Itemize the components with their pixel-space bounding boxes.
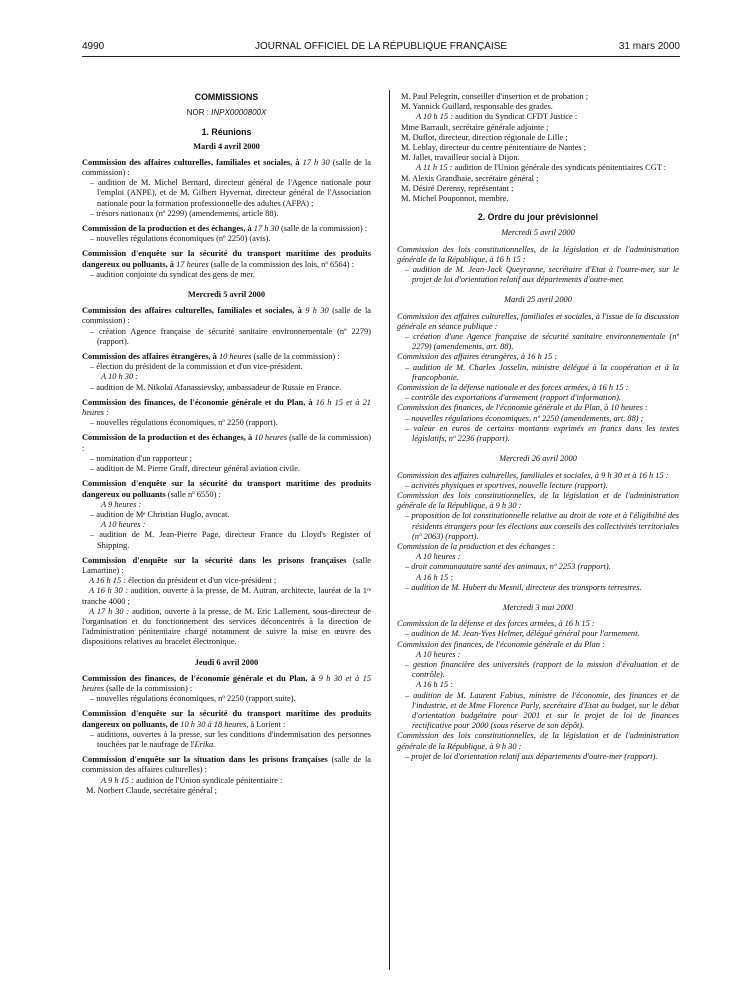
day-heading: Mercredi 5 avril 2000 [501, 228, 575, 238]
agenda-item: – audition de M. Pierre Graff, directeur général aviation civile. [90, 464, 301, 474]
section2-title: 2. Ordre du jour prévisionnel [477, 212, 599, 223]
meeting-block: Commission d'enquête sur la situation dans les prisons françaises (salle de la commission des affaires culturelles) : A 9 h 15 : audition de l'Union syndicale pénitentiaire : M. Norbert Claude, secrétaire général ; [82, 755, 371, 795]
agenda-item: – audition de M. Laurent Fabius, ministre de l'économie, des finances et de l'industrie, et de Mme Florence Parly, secrétaire d'Etat au budget, sur le débat d'orientation budgétaire pour 2001 et sur le projet de loi de finances rectificative pour 2000 (sous réserve de son dépôt). [405, 690, 679, 731]
meeting-block: Commission d'enquête sur la sécurité dans les prisons françaises (salle Lamartine) : A 16 h 15 : élection du président et d'un vice-président ; A 16 h 30 : audition, ouverte à la presse, de M. Autran, architecte, lauréat de la 1ʳᵉ tranche 4000 ; A 17 h 30 : audition, ouverte à la presse, de M. Eric Lallement, sous-directeur de l'organisation et du fonctionnement des services déconcentrés à la direction de l'administration pénitentiaire chargé notamment de suivre la mise en œuvre des dispositions relatives au bracelet électronique. [82, 555, 372, 647]
agenda-block: Commission des lois constitutionnelles, de la législation et de l'administration générale de la République, à 16 h 15 : – audition de M. Jean-Jack Queyranne, secrétaire d'Etat à l'outre-mer, sur le projet de loi d'orientation relatif aux départements d'outre-mer. [397, 244, 679, 285]
meeting-block: Commission d'enquête sur la sécurité du transport maritime des produits dangereux ou polluants, de 10 h 30 à 18 heures, à Lorient : – auditions, ouvertes à la presse, sur les conditions d'indemnisation des personnes touchées par le naufrage de l'Erika. [82, 709, 371, 749]
agenda-item: – audition conjointe du syndicat des gens de mer. [90, 269, 255, 279]
participant: M. Michel Pouponnot, membre. [401, 194, 509, 204]
time-slot: A 10 heures : [101, 520, 146, 530]
agenda-item: – audition de Mᵉ Christian Huglo, avocat. [90, 509, 230, 519]
time-slot: A 10 heures : [416, 649, 461, 659]
agenda-item: – création Agence française de sécurité sanitaire environnementale (nº 2279) (rapport). [90, 326, 371, 346]
agenda-item: – élection du président de la commission et d'un vice-président. [90, 362, 303, 372]
time-slot: A 10 heures : [416, 552, 461, 562]
agenda-item: – nouvelles régulations économiques (nº 2250) (avis). [90, 234, 271, 244]
meeting-block: Commission des affaires culturelles, familiales et sociales, à 9 h 30 (salle de la commission) : – création Agence française de sécurité sanitaire environnementale (nº 2279) (rapport). [82, 306, 372, 346]
agenda-item: – activités physiques et sportives, nouvelle lecture (rapport). [405, 480, 608, 490]
time-slot: A 10 h 30 : [101, 372, 139, 382]
time-slot: A 16 h 15 : [416, 572, 454, 582]
agenda-item: – création d'une Agence française de sécurité sanitaire environnementale (nº 2279) (amendements, art. 88). [405, 332, 679, 352]
agenda-item: – audition de M. Hubert du Mesnil, directeur des transports terrestres. [405, 582, 642, 592]
agenda-item: – gestion financière des universités (rapport de la mission d'évaluation et de contrôle). [405, 659, 679, 680]
nor-reference: NOR : INPX0000800X [186, 108, 267, 118]
agenda-item: – nouvelles régulations économiques, nº 2250 (rapport). [90, 418, 278, 428]
agenda-item: – projet de loi d'orientation relatif aux départements d'outre-mer (rapport). [405, 751, 658, 761]
agenda-item: – audition de M. Nikolaï Afanassievsky, ambassadeur de Russie en France. [90, 382, 342, 392]
meeting-block: Commission des finances, de l'économie générale et du Plan, à 16 h 15 et à 21 heures : – nouvelles régulations économiques, nº 2250 (rapport). [82, 397, 371, 428]
day-heading: Mardi 4 avril 2000 [193, 141, 260, 151]
meeting-block: Commission des affaires culturelles, familiales et sociales, à 17 h 30 (salle de la commission) : – audition de M. Michel Bernard, directeur général de l'Agence nationale pour l'emploi (ANPE), et de M. Gilbert Hyvernat, directeur général de l'Association nationale pour la formation professionnelle des adultes (AFPA) ; – trésors nationaux (nº 2299) (amendements, article 88). [82, 157, 372, 218]
participant: M. Yannick Guillard, responsable des grades. [401, 102, 553, 112]
agenda-block: Commission des affaires culturelles, familiales et sociales, à l'issue de la discussion générale en séance publique : – création d'une Agence française de sécurité sanitaire environnementale (nº 2279) (amendements, art. 88). Commission des affaires étrangères, à 16 h 15 : – audition de M. Charles Josselin, ministre délégué à la coopération et à la francophonie. Commission de la défense nationale et des forces armées, à 16 h 15 : – contrôle des exportations d'armement (rapport d'information). Commission des finances, de l'économie générale et du Plan, à 10 heures : – nouvelles régulations économiques, nº 2250 (amendements, art. 88) ; – valeur en euros de certains montants exprimés en francs dans les textes législatifs, nº 2236 (rapport). [397, 311, 679, 444]
participant: M. Désiré Derensy, représentant ; [401, 183, 514, 193]
meeting-block: Commission des affaires étrangères, à 10 heures (salle de la commission) : – élection du président de la commission et d'un vice-président. A 10 h 30 : – audition de M. Nikolaï Afanassievsky, ambassadeur de Russie en France. [82, 352, 371, 393]
agenda-item: – trésors nationaux (nº 2299) (amendements, article 88). [90, 208, 279, 218]
agenda-item: – valeur en euros de certains montants exprimés en francs dans les textes législatifs, nº 2236 (rapport). [405, 423, 679, 444]
day-heading: Mercredi 5 avril 2000 [187, 290, 266, 300]
participant: Mme Barrault, secrétaire générale adjointe ; [401, 122, 549, 132]
agenda-item: – audition de M. Jean-Pierre Page, directeur France du Lloyd's Register of Shipping. [90, 530, 371, 550]
subsection-title: 1. Réunions [201, 127, 252, 138]
right-column: M. Paul Pelegrin, conseiller d'insertion et de probation ; M. Yannick Guillard, responsable des grades. A 10 h 15 : audition du Syndicat CFDT Justice : Mme Barrault, secrétaire générale adjointe ; M. Duflot, directeur, direction régionale de Lille ; M. Leblay, directeur du centre pénitentiaire de Nantes ; M. Jallet, travailleur social à Dijon. A 11 h 15 : audition de l'Union générale des syndicats pénitentiaires CGT : M. Alexis Grandhaie, secrétaire général ; M. Désiré Derensy, représentant ; M. Michel Pouponnot, membre. 2. Ordre du jour prévisionnel Mercredi 5 avril 2000 Commission des lois constitutionnelles, de la législation et de l'administration générale de la République, à 16 h 15 : – audition de M. Jean-Jack Queyranne, secrétaire d'Etat à l'outre-mer, sur le projet de loi d'orientation relatif aux départements d'outre-mer. Mardi 25 avril 2000 Commission des affaires culturelles, familiales et sociales, à l'issue de la discussion générale en séance publique : – création d'une Agence française de sécurité sanitaire environnementale (nº 2279) (amendements, art. 88). Commission des affaires étrangères, à 16 h 15 : – audition de M. Charles Josselin, ministre délégué à la coopération et à la francophonie. Commission de la défense nationale et des forces armées, à 16 h 15 : – contrôle des exportations d'armement (rapport d'information). Commission des finances, de l'économie générale et du Plan, à 10 heures : – nouvelles régulations économiques, nº 2250 (amendements, art. 88) ; – valeur en euros de certains montants exprimés en francs dans les textes législatifs, nº 2236 (rapport). Mercredi 26 avril 2000 Commission des affaires culturelles, familiales et sociales, à 9 h 30 et à 16 h 15 : – activités physiques et sportives, nouvelle lecture (rapport). Commission des lois constitutionnelles, de la législation et de l'administration générale de la République, à 9 h 30 : – proposition de loi constitutionnelle relative au droit de vote et à l'éligibilité des résidents étrangers pour les élections aux conseils des collectivités territoriales (nº 2063) (rapport). Commission de la production et des échanges : A 10 heures : – droit communautaire santé des animaux, nº 2253 (rapport). A 16 h 15 : – audition de M. Hubert du Mesnil, directeur des transports terrestres. Mercredi 3 mai 2000 Commission de la défense et des forces armées, à 16 h 15 : – audition de M. Jean-Yves Helmer, délégué général pour l'armement. Commission des finances, de l'économie générale et du Plan : A 10 heures : – gestion financière des universités (rapport de la mission d'évaluation et de contrôle). A 16 h 15 : – audition de M. Laurent Fabius, ministre de l'économie, des finances et de l'industrie, et de Mme Florence Parly, secrétaire d'Etat au budget, sur le débat d'orientation budgétaire pour 2001 et sur le projet de loi de finances rectificative pour 2000 (sous réserve de son dépôt). Commission des lois constitutionnelles, de la législation et de l'administration générale de la République, à 9 h 30 : – projet de loi d'orientation relatif aux départements d'outre-mer (rapport). [397, 92, 679, 761]
agenda-item: – audition de M. Michel Bernard, directeur général de l'Agence nationale pour l'emploi (ANPE), et de M. Gilbert Hyvernat, directeur général de l'Association nationale pour la formation professionnelle des adultes (AFPA) ; [90, 178, 371, 208]
participant: M. Norbert Claude, secrétaire général ; [86, 785, 217, 795]
journal-title: JOURNAL OFFICIEL DE LA RÉPUBLIQUE FRANÇAISE [254, 41, 508, 52]
agenda-item: – nouvelles régulations économiques, nº 2250 (amendements, art. 88) ; [405, 413, 644, 423]
day-heading: Mercredi 3 mai 2000 [502, 602, 574, 612]
day-heading: Jeudi 6 avril 2000 [194, 657, 259, 667]
agenda-item: – audition de M. Charles Josselin, ministre délégué à la coopération et à la francophonie. [405, 362, 679, 382]
agenda-item: – auditions, ouvertes à la presse, sur les conditions d'indemnisation des personnes touchées par le naufrage de l'Erika. [90, 729, 371, 749]
page-number: 4990 [82, 41, 105, 52]
participant: M. Alexis Grandhaie, secrétaire général ; [401, 173, 539, 183]
agenda-item: – nouvelles régulations économiques, nº 2250 (rapport suite). [90, 694, 296, 704]
agenda-item: – droit communautaire santé des animaux, nº 2253 (rapport). [405, 562, 611, 572]
time-slot: A 16 h 15 : [416, 680, 454, 690]
participant: M. Leblay, directeur du centre pénitentiaire de Nantes ; [401, 143, 587, 153]
meeting-block: Commission d'enquête sur la sécurité du transport maritime des produits dangereux ou polluants, à 17 heures (salle de la commission des lois, nº 6564) : – audition conjointe du syndicat des gens de mer. [82, 249, 371, 279]
agenda-item: – audition de M. Jean-Jack Queyranne, secrétaire d'Etat à l'outre-mer, sur le projet de loi d'orientation relatif aux départements d'outre-mer. [405, 265, 679, 285]
issue-date: 31 mars 2000 [618, 41, 680, 52]
left-column [82, 92, 371, 801]
meeting-block: Commission de la production et des échanges, à 10 heures (salle de la commission) : – nomination d'un rapporteur ; – audition de M. Pierre Graff, directeur général aviation civile. [82, 433, 371, 474]
participant: M. Duflot, directeur, direction régionale de Lille ; [401, 132, 568, 142]
section-title: COMMISSIONS [194, 92, 259, 102]
participant: M. Jallet, travailleur social à Dijon. [401, 153, 520, 163]
agenda-item: – audition de M. Jean-Yves Helmer, délégué général pour l'armement. [405, 629, 640, 639]
meeting-block: Commission d'enquête sur la sécurité du transport maritime des produits dangereux ou polluants (salle nº 6550) : A 9 heures : – audition de Mᵉ Christian Huglo, avocat. A 10 heures : – audition de M. Jean-Pierre Page, directeur France du Lloyd's Register of Shipping. [82, 479, 371, 550]
agenda-block: Commission de la défense et des forces armées, à 16 h 15 : – audition de M. Jean-Yves Helmer, délégué général pour l'armement. Commission des finances, de l'économie générale et du Plan : A 10 heures : – gestion financière des universités (rapport de la mission d'évaluation et de contrôle). A 16 h 15 : – audition de M. Laurent Fabius, ministre de l'économie, des finances et de l'industrie, et de Mme Florence Parly, secrétaire d'Etat au budget, sur le débat d'orientation budgétaire pour 2001 et sur le projet de loi de finances rectificative pour 2000 (sous réserve de son dépôt). Commission des lois constitutionnelles, de la législation et de l'administration générale de la République, à 9 h 30 : – projet de loi d'orientation relatif aux départements d'outre-mer (rapport). [397, 619, 679, 761]
meeting-block: Commission des finances, de l'économie générale et du Plan, à 9 h 30 et à 15 heures (salle de la commission) : – nouvelles régulations économiques, nº 2250 (rapport suite). [82, 673, 372, 704]
agenda-item: – contrôle des exportations d'armement (rapport d'information). [405, 393, 621, 403]
agenda-item: – nomination d'un rapporteur ; [90, 453, 192, 463]
agenda-block: Commission des affaires culturelles, familiales et sociales, à 9 h 30 et à 16 h 15 : – activités physiques et sportives, nouvelle lecture (rapport). Commission des lois constitutionnelles, de la législation et de l'administration générale de la République, à 9 h 30 : – proposition de loi constitutionnelle relative au droit de vote et à l'éligibilité des résidents étrangers pour les élections aux conseils des collectivités territoriales (nº 2063) (rapport). Commission de la production et des échanges : A 10 heures : – droit communautaire santé des animaux, nº 2253 (rapport). A 16 h 15 : – audition de M. Hubert du Mesnil, directeur des transports terrestres. [397, 470, 679, 592]
running-header [82, 41, 680, 55]
day-heading: Mardi 25 avril 2000 [504, 295, 572, 305]
header-rule [82, 56, 680, 57]
agenda-item: – proposition de loi constitutionnelle relative au droit de vote et à l'éligibilité des résidents étrangers pour les élections aux conseils des collectivités territoriales (nº 2063) (rapport). [405, 511, 679, 541]
participant: M. Paul Pelegrin, conseiller d'insertion et de probation ; [401, 92, 589, 101]
day-heading: Mercredi 26 avril 2000 [499, 454, 577, 464]
column-divider [389, 90, 390, 970]
meeting-block: Commission de la production et des échanges, à 17 h 30 (salle de la commission) : – nouvelles régulations économiques (nº 2250) (avis). [82, 224, 371, 244]
time-slot: A 9 heures : [101, 499, 142, 509]
